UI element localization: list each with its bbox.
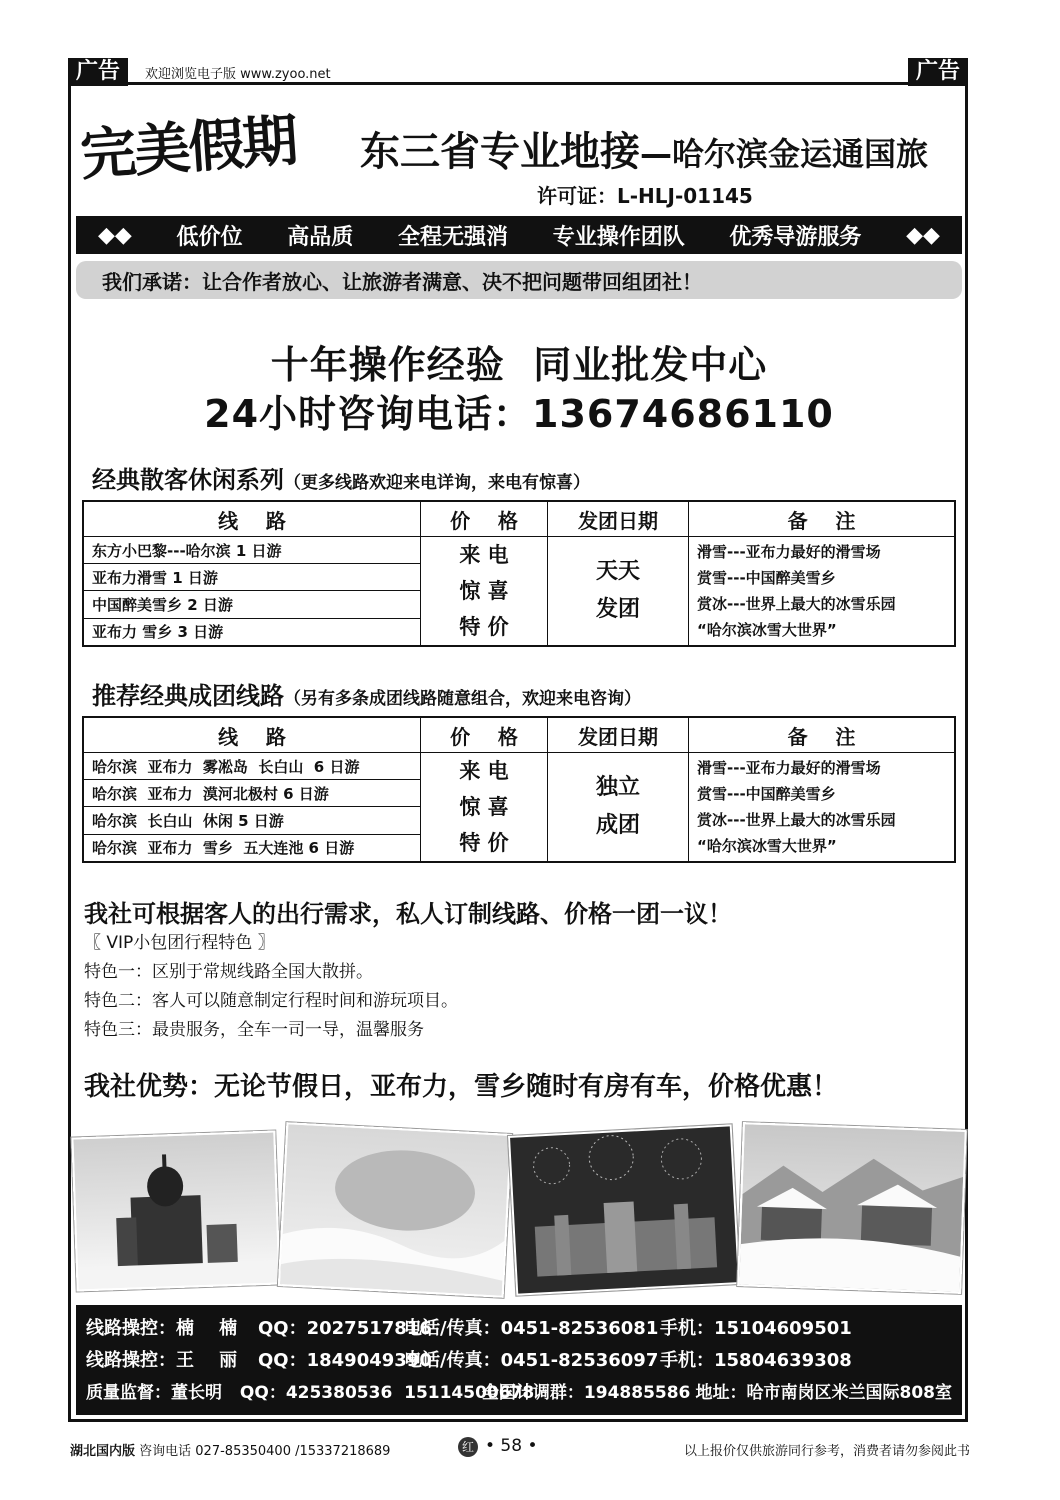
note-line: 滑雪---亚布力最好的滑雪场 bbox=[697, 759, 881, 777]
headline-text: 东三省专业地接 bbox=[360, 129, 640, 175]
col-note: 备 注 bbox=[689, 501, 956, 537]
series2-title: 推荐经典成团线路 bbox=[92, 682, 284, 710]
ad-tag-right: 广告 bbox=[908, 58, 968, 86]
series2-subtitle: （另有多条成团线路随意组合，欢迎来电咨询） bbox=[284, 689, 641, 709]
license-number: 许可证：L-HLJ-01145 bbox=[537, 184, 753, 208]
contact-tel[interactable]: 电话/传真：0451-82536097 bbox=[404, 1350, 659, 1371]
ad-tag-left: 广告 bbox=[68, 58, 128, 86]
note-line: 赏雪---中国醉美雪乡 bbox=[697, 569, 836, 587]
note-line: “哈尔滨冰雪大世界” bbox=[697, 837, 837, 855]
contact-row bbox=[86, 1377, 952, 1409]
contacts-panel bbox=[76, 1305, 962, 1415]
feature-item: 高品质 bbox=[287, 224, 354, 250]
date-cell bbox=[548, 537, 689, 647]
date-line: 成团 bbox=[595, 813, 640, 838]
promise-banner: 我们承诺：让合作者放心、让旅游者满意、决不把问题带回组团社！ bbox=[76, 261, 962, 299]
contact-row bbox=[86, 1345, 952, 1377]
contact-role: 线路操控：王 丽 bbox=[86, 1350, 238, 1371]
series2-heading bbox=[92, 676, 641, 711]
photo-snow-town bbox=[737, 1122, 967, 1294]
footer-hotline: 咨询电话 027-85350400 /15337218689 bbox=[139, 1444, 391, 1459]
route-cell: 亚布力 雪乡 3 日游 bbox=[83, 618, 421, 646]
price-cell bbox=[421, 537, 548, 647]
route-cell: 哈尔滨 长白山 休闲 5 日游 bbox=[83, 807, 421, 834]
col-route: 线 路 bbox=[83, 501, 421, 537]
contact-role: 质量监督：董长明 bbox=[86, 1383, 222, 1403]
contact-group[interactable]: 全国计调群：194885586 bbox=[481, 1383, 691, 1403]
features-bar bbox=[76, 216, 962, 254]
feature-item: 专业操作团队 bbox=[552, 224, 685, 250]
contact-address: 地址：哈市南岗区米兰国际808室 bbox=[695, 1383, 952, 1403]
advantage-text: 我社优势：无论节假日，亚布力，雪乡随时有房有车，价格优惠！ bbox=[84, 1072, 839, 1102]
experience-headline: 十年操作经验 同业批发中心 bbox=[270, 343, 768, 387]
route-cell: 亚布力滑雪 1 日游 bbox=[83, 564, 421, 591]
contact-row bbox=[86, 1313, 952, 1345]
feature-item: 低价位 bbox=[176, 224, 243, 250]
note-cell bbox=[689, 753, 956, 863]
note-line: 赏冰---世界上最大的冰雪乐园 bbox=[697, 595, 896, 613]
series1-subtitle: （更多线路欢迎来电详询，来电有惊喜） bbox=[284, 473, 590, 493]
edition-label: 湖北国内版 bbox=[70, 1444, 136, 1459]
note-line: “哈尔滨冰雪大世界” bbox=[697, 621, 837, 639]
route-cell: 中国醉美雪乡 2 日游 bbox=[83, 591, 421, 618]
col-price: 价 格 bbox=[421, 501, 548, 537]
vip-title: 〖 VIP小包团行程特色 〗 bbox=[84, 933, 275, 953]
contact-tel[interactable]: 电话/传真：0451-82536081 bbox=[404, 1318, 659, 1339]
route-cell: 东方小巴黎---哈尔滨 1 日游 bbox=[83, 537, 421, 564]
contact-role: 线路操控：楠 楠 bbox=[86, 1318, 238, 1339]
col-date: 发团日期 bbox=[548, 717, 689, 753]
contact-mobile[interactable]: 手机：15104609501 bbox=[660, 1318, 852, 1339]
cathedral-image bbox=[73, 1133, 278, 1290]
col-price: 价 格 bbox=[421, 717, 548, 753]
vip-feature: 特色三：最贵服务，全车一司一导，温馨服务 bbox=[84, 1020, 424, 1040]
contact-qq[interactable]: QQ：1849049390 bbox=[258, 1350, 432, 1371]
contact-mobile[interactable]: 手机：15804639308 bbox=[660, 1350, 852, 1371]
hotline-headline[interactable]: 24小时咨询电话：13674686110 bbox=[204, 392, 834, 436]
route-cell: 哈尔滨 亚布力 雪乡 五大连池 6 日游 bbox=[83, 834, 421, 862]
note-cell bbox=[689, 537, 956, 647]
route-cell: 哈尔滨 亚布力 雾凇岛 长白山 6 日游 bbox=[83, 753, 421, 780]
price-line: 来 电 bbox=[459, 543, 509, 567]
series1-title: 经典散客休闲系列 bbox=[92, 466, 284, 494]
vip-feature: 特色二：客人可以随意制定行程时间和游玩项目。 bbox=[84, 991, 458, 1011]
welcome-text[interactable]: 欢迎浏览电子版 www.zyoo.net bbox=[145, 67, 331, 82]
note-line: 滑雪---亚布力最好的滑雪场 bbox=[697, 543, 881, 561]
col-date: 发团日期 bbox=[548, 501, 689, 537]
col-route: 线 路 bbox=[83, 717, 421, 753]
price-line: 惊 喜 bbox=[459, 579, 509, 603]
page-number: • 58 • bbox=[485, 1436, 538, 1456]
date-cell bbox=[548, 753, 689, 863]
date-line: 独立 bbox=[595, 775, 640, 800]
price-line: 特 价 bbox=[459, 831, 509, 855]
agency-name: —哈尔滨金运通国旅 bbox=[640, 135, 929, 173]
ice-festival-image bbox=[510, 1126, 738, 1293]
snow-town-image bbox=[739, 1124, 964, 1292]
contact-qq[interactable]: QQ：2027517816 bbox=[258, 1318, 432, 1339]
photo-cathedral bbox=[71, 1130, 280, 1291]
diamond-bullets-icon: ◆◆ bbox=[98, 222, 132, 248]
col-note: 备 注 bbox=[689, 717, 956, 753]
series1-table bbox=[82, 500, 956, 647]
series1-heading bbox=[92, 460, 590, 495]
vip-feature: 特色一：区别于常规线路全国大散拼。 bbox=[84, 962, 373, 982]
route-cell: 哈尔滨 亚布力 漠河北极村 6 日游 bbox=[83, 780, 421, 807]
diamond-bullets-icon: ◆◆ bbox=[906, 222, 940, 248]
date-line: 天天 bbox=[595, 559, 640, 584]
red-badge-icon: 红 bbox=[458, 1437, 478, 1457]
footer-left bbox=[70, 1440, 390, 1459]
feature-item: 全程无强消 bbox=[397, 224, 508, 250]
note-line: 赏雪---中国醉美雪乡 bbox=[697, 785, 836, 803]
brand-headline bbox=[360, 120, 928, 177]
note-line: 赏冰---世界上最大的冰雪乐园 bbox=[697, 811, 896, 829]
price-line: 特 价 bbox=[459, 615, 509, 639]
contact-qq[interactable]: QQ：425380536 15114500678 bbox=[239, 1383, 535, 1403]
custom-title: 我社可根据客人的出行需求，私人订制线路、价格一团一议！ bbox=[84, 900, 732, 928]
disclaimer: 以上报价仅供旅游同行参考，消费者请勿参阅此书 bbox=[683, 1444, 970, 1459]
price-line: 惊 喜 bbox=[459, 795, 509, 819]
price-line: 来 电 bbox=[459, 759, 509, 783]
date-line: 发团 bbox=[595, 597, 640, 622]
brand-logo: 完美假期 bbox=[78, 107, 299, 189]
series2-table bbox=[82, 716, 956, 863]
photo-ice-festival bbox=[508, 1124, 740, 1296]
rime-image bbox=[280, 1124, 510, 1295]
photo-rime-trees bbox=[278, 1122, 512, 1298]
feature-item: 优秀导游服务 bbox=[729, 224, 862, 250]
price-cell bbox=[421, 753, 548, 863]
